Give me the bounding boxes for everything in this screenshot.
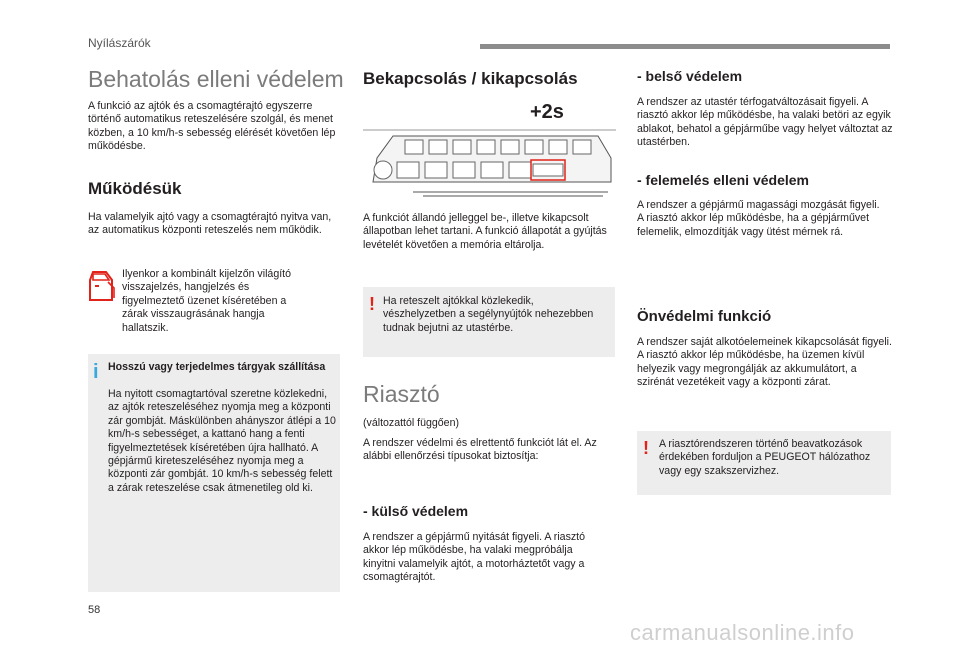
intro-text: A funkció az ajtók és a csomagtérajtó egyszerre történő automatikus reteszelésére szolgál, és menet közben, a 10 km/h-s sebesség elérését követően lép működésbe. (88, 100, 336, 153)
info-note-box (88, 354, 340, 592)
warning-icon: ! (643, 438, 649, 458)
external-protection-text: A rendszer a gépjármű nyitását figyeli. A riasztó akkor lép működésbe, ha valaki megpróbálja kinyitni valamelyik ajtót, a motorháztetőt vagy a csomagtérajtót. (363, 531, 585, 584)
warning-box (363, 287, 615, 357)
watermark: carmanualsonline.info (630, 620, 855, 645)
self-protection-text: A rendszer saját alkotóelemeinek kikapcsolását figyeli. A riasztó akkor lép működésbe, ha üzemen kívül helyezik vagy megrongálják az akkumulátort, a szirénát vezetékeit vagy a központi zárat. (637, 336, 892, 389)
warning-icon: ! (369, 294, 375, 314)
lift-protection-text: A rendszer a gépjármű magassági mozgását figyeli. A riasztó akkor lép működésbe, ha a gépjárművet felemelik, elmozdítják vagy ütést mérnek rá. (637, 199, 880, 238)
info-icon: i (93, 361, 99, 383)
external-protection-heading: - külső védelem (363, 503, 469, 519)
page-title: Behatolás elleni védelem (88, 66, 344, 92)
how-text: Ha valamelyik ajtó vagy a csomagtérajtó nyitva van, az automatikus központi reteszelés nem működik. (88, 211, 332, 237)
door-open-warning-icon (86, 268, 116, 304)
page-number: 58 (88, 604, 101, 616)
lift-protection-heading: - felemelés elleni védelem (637, 172, 809, 188)
onoff-text: A funkciót állandó jelleggel be-, illetve kikapcsolt állapotban lehet tartani. A funkció állapotát a gyújtás levételét követően a memória eltárolja. (363, 212, 607, 251)
header-rule (480, 44, 890, 49)
internal-protection-heading: - belső védelem (637, 68, 743, 84)
internal-protection-text: A rendszer az utastér térfogatváltozásait figyeli. A riasztó akkor lép működésbe, ha valaki betöri az egyik ablakot, behatol a gépjárműbe vagy helyet változtat az utastérben. (637, 96, 893, 149)
onoff-heading: Bekapcsolás / kikapcsolás (363, 69, 578, 88)
note-text: Ha nyitott csomagtartóval szeretne közlekedni, az ajtók reteszeléséhez nyomja meg a központi zár gombját. Máskülönben ahányszor átlépi a 10 km/h-s sebességet, a kattanó hang a fenti figyelmeztetések kíséretében újra hallható. A gépjármű kireteszeléséhez nyomja meg a központi zár gombját. 10 km/h-s sebesség felett a zárak reteszelése csak átmenetileg old ki. (108, 388, 336, 494)
central-lock-button-illustration (363, 128, 616, 202)
alarm-text: A rendszer védelmi és elrettentő funkciót lát el. Az alábbi ellenőrzési típusokat biztosítja: (363, 437, 597, 463)
alarm-heading: Riasztó (363, 381, 440, 407)
warning-text: Ha reteszelt ajtókkal közlekedik, vészhelyzetben a segélynyújtók nehezebben tudnak bejutni az utastérbe. (383, 295, 594, 334)
note-title: Hosszú vagy terjedelmes tárgyak szállítása (108, 361, 326, 373)
self-protection-heading: Önvédelmi funkció (637, 308, 772, 325)
section-label: Nyílászárók (88, 36, 151, 50)
press-duration-label: +2s (530, 101, 564, 123)
indicator-text: Ilyenkor a kombinált kijelzőn világító visszajelzés, hangjelzés és figyelmeztető üzenet kíséretében a zárak visszaugrásának hangja hallatszik. (122, 268, 291, 334)
alarm-variant: (változattól függően) (363, 417, 459, 429)
service-warning-text: A riasztórendszeren történő beavatkozások érdekében forduljon a PEUGEOT hálózathoz vagy egy szakszervizhez. (659, 438, 871, 477)
how-heading: Működésük (88, 179, 182, 198)
service-warning-box (637, 431, 891, 495)
